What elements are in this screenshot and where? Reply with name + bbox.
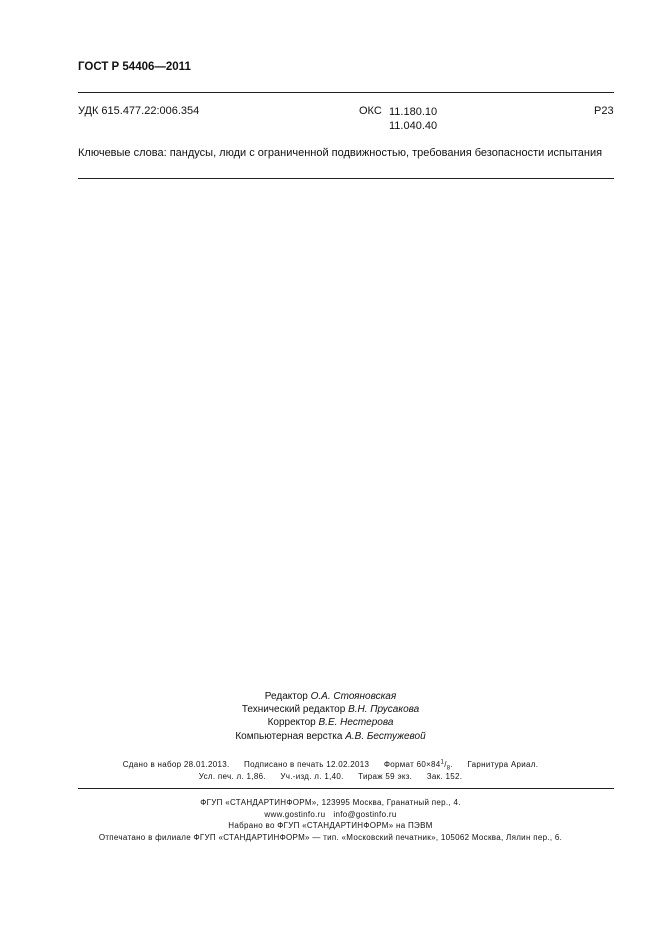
publisher-typeset: Набрано во ФГУП «СТАНДАРТИНФОРМ» на ПЭВМ <box>228 821 433 830</box>
imprint-submitted: Сдано в набор 28.01.2013. <box>122 759 230 769</box>
imprint-run: Тираж 59 экз. <box>358 772 413 781</box>
imprint-line-1 <box>0 759 661 771</box>
document-id: ГОСТ Р 54406—2011 <box>78 61 191 73</box>
imprint-line-2 <box>0 772 661 781</box>
header-rule <box>78 92 614 93</box>
keywords-line: Ключевые слова: пандусы, люди с ограниченной подвижностью, требования безопасности испытания <box>78 147 603 159</box>
udk-code: УДК 615.477.22:006.354 <box>78 105 200 117</box>
format-denominator: 8 <box>446 765 451 772</box>
credit-tech-editor <box>0 703 661 716</box>
format-numerator: 1 <box>440 759 445 765</box>
publisher-contacts <box>0 809 661 821</box>
publisher-email-link[interactable]: info@gostinfo.ru <box>333 809 397 819</box>
oks-label: ОКС <box>359 105 382 117</box>
imprint-typeface: Гарнитура Ариал. <box>467 759 539 769</box>
credit-role: Технический редактор <box>241 704 346 716</box>
imprint-format: Формат $60\times 84^1/_8$. <box>383 759 453 772</box>
publisher-web-link[interactable]: www.gostinfo.ru <box>264 809 326 819</box>
editorial-credits <box>0 690 661 743</box>
credit-name: А.В. Бестужевой <box>345 730 426 742</box>
oks-codes <box>389 105 437 133</box>
keywords-rule <box>78 178 614 179</box>
credit-layout <box>0 730 661 743</box>
imprint-pub-sheets: Уч.-изд. л. 1,40. <box>280 772 344 781</box>
imprint-order: Зак. 152. <box>426 772 463 781</box>
imprint-print-sheets: Усл. печ. л. 1,86. <box>198 772 266 781</box>
imprint-rule <box>78 788 614 789</box>
credit-proofreader <box>0 716 661 729</box>
credit-editor <box>0 690 661 703</box>
credit-name: В.Н. Прусакова <box>348 704 420 716</box>
group-code: Р23 <box>594 105 614 117</box>
credit-role: Редактор <box>264 691 308 702</box>
publisher-printed: Отпечатано в филиале ФГУП «СТАНДАРТИНФОРМ» — тип. «Московский печатник», 105062 Москва, Лялин пер., 6. <box>98 832 563 842</box>
oks-code-2: 11.040.40 <box>389 120 438 132</box>
credit-name: В.Е. Нестерова <box>318 717 394 729</box>
publisher-address: ФГУП «СТАНДАРТИНФОРМ», 123995 Москва, Гранатный пер., 4. <box>200 798 461 807</box>
oks-code-1: 11.180.10 <box>389 106 438 118</box>
publisher-block <box>0 797 661 843</box>
credit-role: Компьютерная верстка <box>235 730 343 742</box>
credit-name: О.А. Стояновская <box>310 691 397 702</box>
credit-role: Корректор <box>267 717 316 729</box>
imprint-signed: Подписано в печать 12.02.2013 <box>244 759 370 769</box>
